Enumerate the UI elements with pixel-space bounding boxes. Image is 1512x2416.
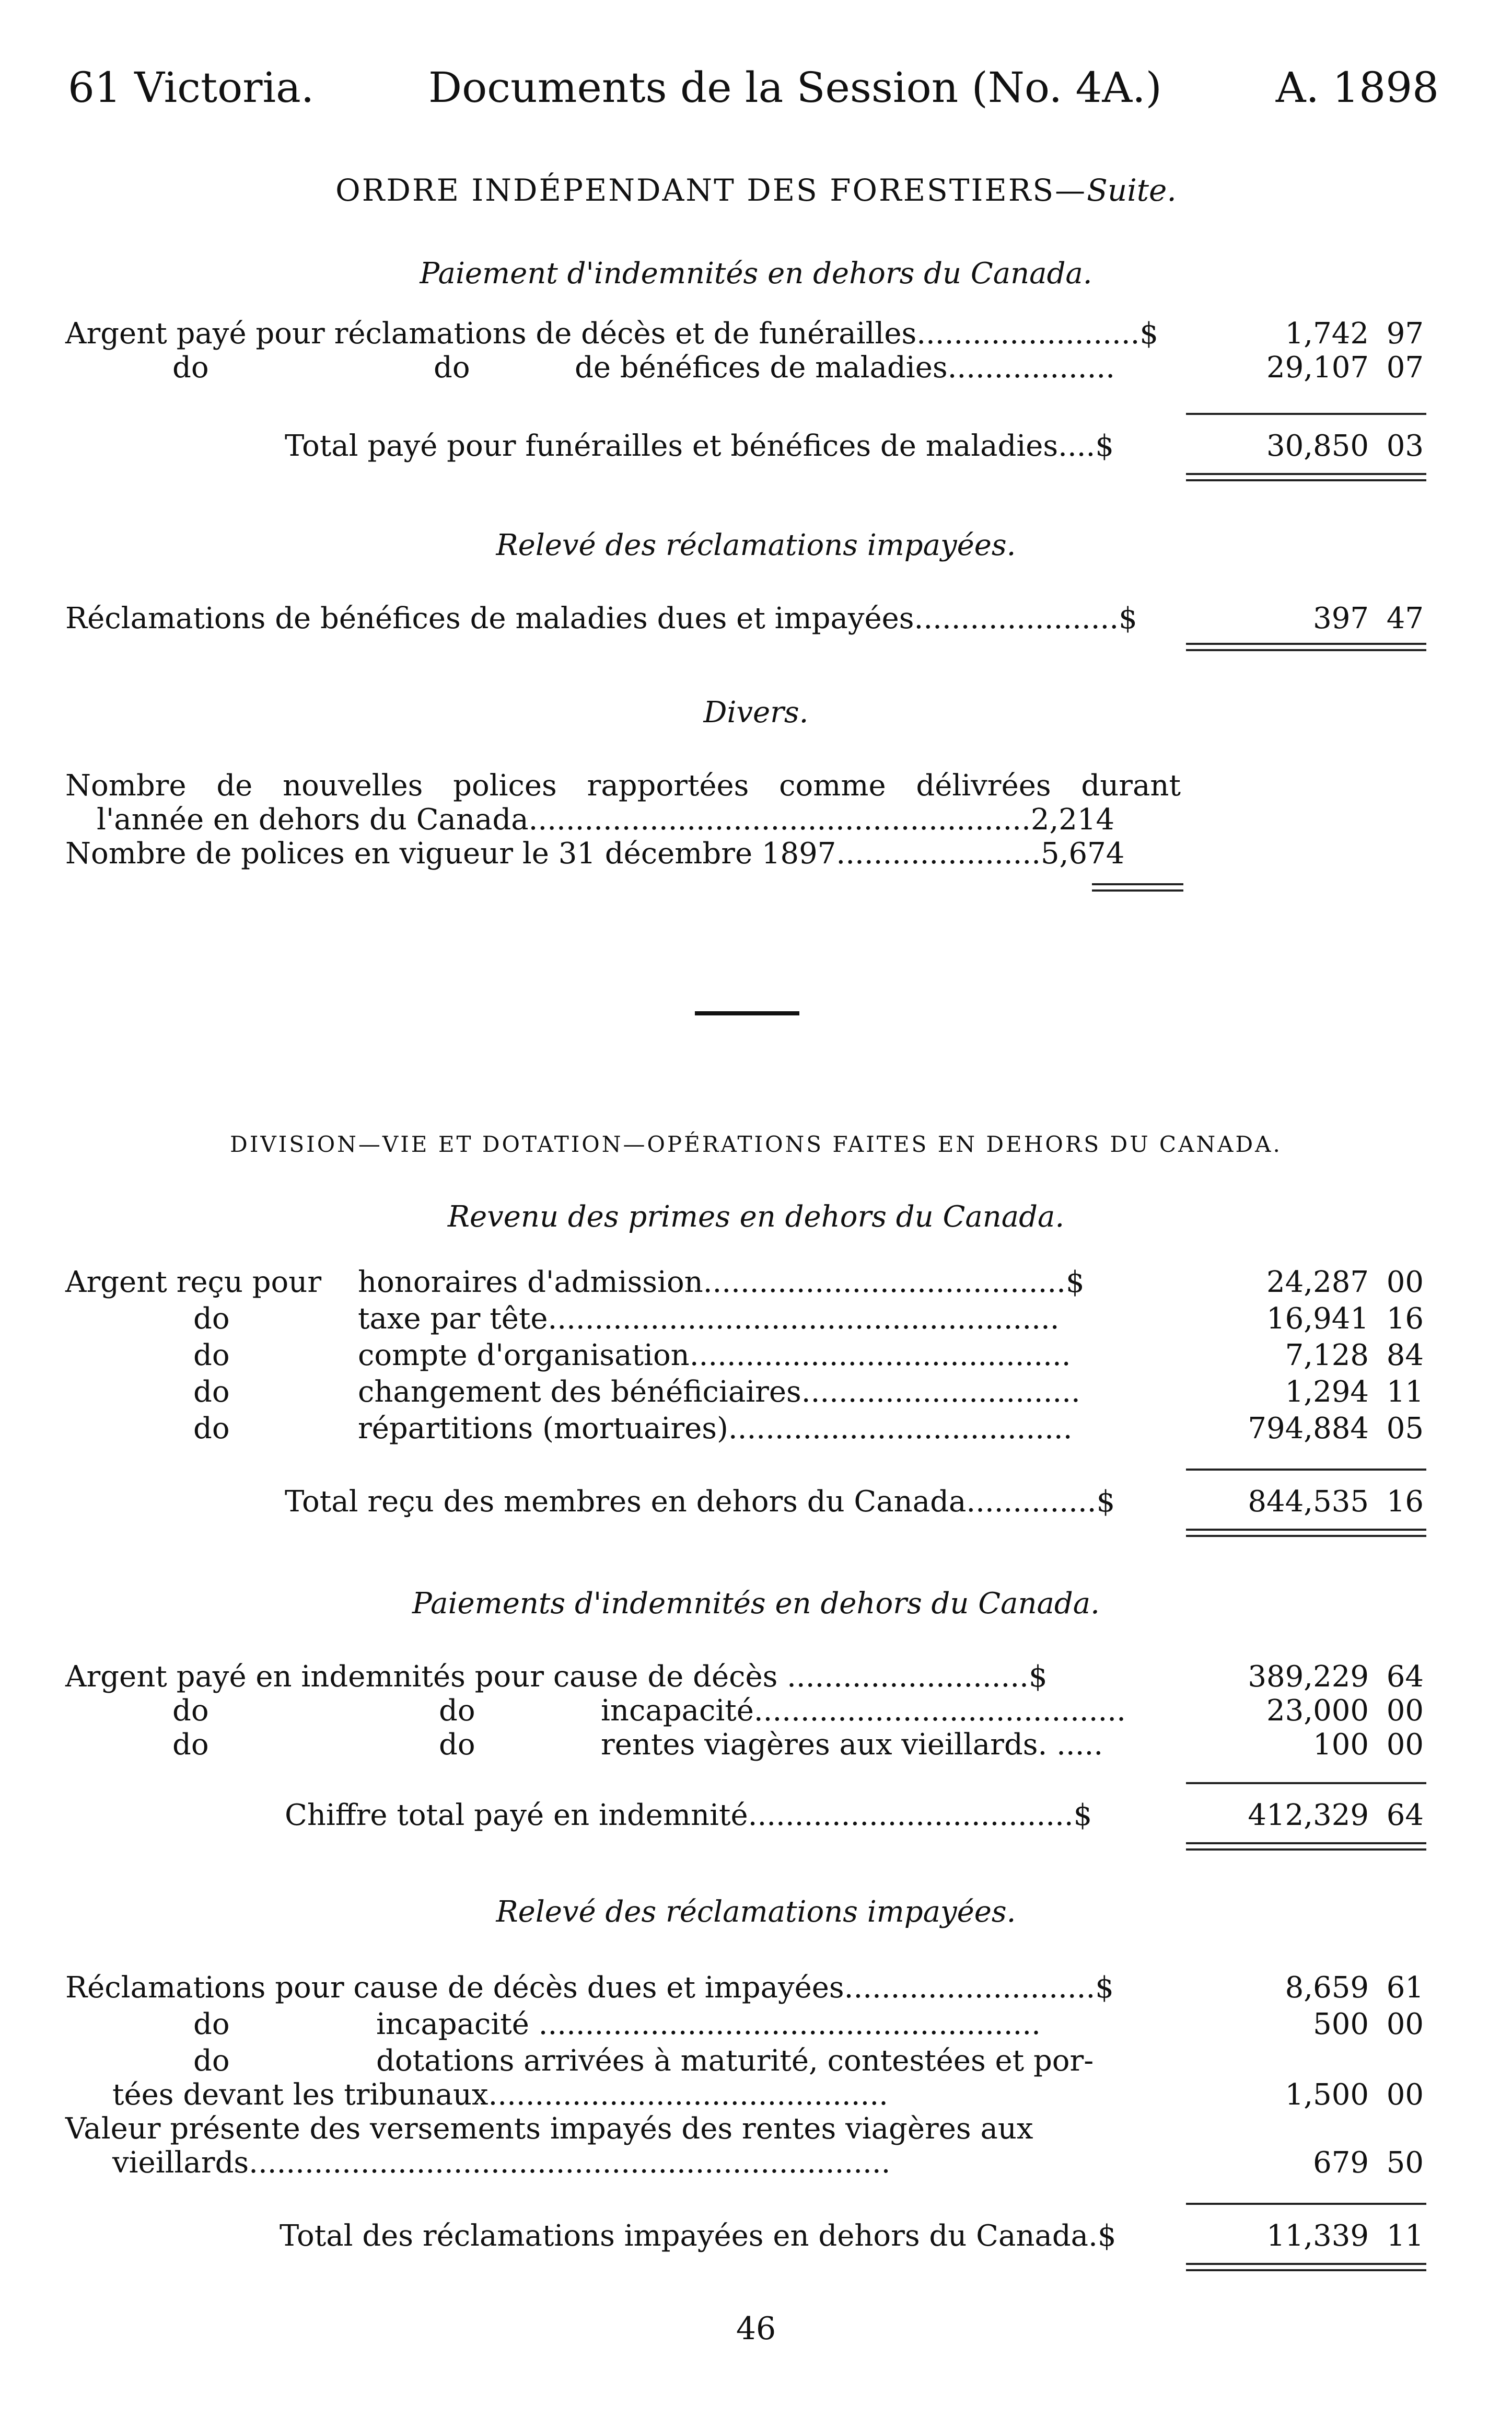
division-title: DIVISION—VIE ET DOTATION—OPÉRATIONS FAITES EN DEHORS DU CANADA. xyxy=(230,1131,1282,1157)
payments-row-cents: 07 xyxy=(1386,351,1424,385)
indemnities-total-cents: 64 xyxy=(1386,1798,1424,1832)
payments-total-amount: 30,850 xyxy=(1266,429,1369,463)
revenue-row-amount: 794,884 xyxy=(1248,1412,1369,1446)
total-double-rule xyxy=(1186,473,1426,481)
division-unpaid-row-label: vieillards..................................................................... xyxy=(112,2146,891,2180)
subtotal-rule xyxy=(1186,1782,1426,1784)
indemnities-total-amount: 412,329 xyxy=(1248,1798,1369,1832)
indemnities-row-ditto: do xyxy=(172,1728,209,1762)
payments-total-cents: 03 xyxy=(1386,429,1424,463)
total-double-rule xyxy=(1186,643,1426,651)
indemnities-row-amount: 23,000 xyxy=(1266,1694,1369,1728)
subtotal-rule xyxy=(1186,2203,1426,2205)
payments-total-label: Total payé pour funérailles et bénéfices de maladies....$ xyxy=(285,429,1114,463)
revenue-row-label: changement des bénéficiaires.............................. xyxy=(358,1375,1080,1409)
payments-row-cents: 97 xyxy=(1386,317,1424,351)
division-unpaid-row-cents: 61 xyxy=(1386,1971,1424,2005)
payments-heading: Paiement d'indemnités en dehors du Canada. xyxy=(420,257,1092,291)
revenue-row-label: répartitions (mortuaires)..................................... xyxy=(358,1412,1073,1446)
indemnities-row-ditto: do xyxy=(172,1694,209,1728)
revenue-row-label: taxe par tête....................................................... xyxy=(358,1302,1060,1336)
division-unpaid-row-cents: 50 xyxy=(1386,2146,1424,2180)
unpaid-row-amount: 397 xyxy=(1313,602,1369,635)
indemnities-total-label: Chiffre total payé en indemnité...................................$ xyxy=(285,1798,1092,1832)
unpaid-row-label: Réclamations de bénéfices de maladies dues et impayées......................$ xyxy=(65,602,1137,635)
revenue-row-cents: 84 xyxy=(1386,1338,1424,1372)
indemnities-row-label: incapacité........................................ xyxy=(601,1694,1126,1728)
revenue-row-label: compte d'organisation......................................... xyxy=(358,1338,1071,1372)
section-separator xyxy=(695,1011,799,1015)
indemnities-row-cents: 00 xyxy=(1386,1728,1424,1762)
revenue-row-prefix: do xyxy=(193,1412,230,1446)
indemnities-row-amount: 389,229 xyxy=(1248,1660,1369,1694)
division-unpaid-row-prefix: do xyxy=(193,2044,230,2078)
total-double-rule xyxy=(1186,1529,1426,1537)
revenue-heading: Revenu des primes en dehors du Canada. xyxy=(447,1200,1065,1234)
payments-row-label: de bénéfices de maladies.................. xyxy=(575,351,1115,385)
division-unpaid-row-label: Réclamations pour cause de décès dues et impayées...........................$ xyxy=(65,1971,1114,2005)
section-title-text: ORDRE INDÉPENDANT DES FORESTIERS— xyxy=(335,172,1087,208)
total-double-rule xyxy=(1186,2263,1426,2271)
division-unpaid-total-amount: 11,339 xyxy=(1266,2219,1369,2253)
indemnities-row-ditto: do xyxy=(439,1694,475,1728)
payments-row-ditto: do xyxy=(434,351,470,385)
division-unpaid-row-amount: 8,659 xyxy=(1285,1971,1369,2005)
indemnities-row-cents: 64 xyxy=(1386,1660,1424,1694)
revenue-row-amount: 1,294 xyxy=(1285,1375,1369,1409)
revenue-row-label: honoraires d'admission.......................................$ xyxy=(358,1265,1085,1299)
revenue-row-prefix: Argent reçu pour xyxy=(65,1265,322,1299)
indemnities-row-label: Argent payé en indemnités pour cause de décès ..........................$ xyxy=(65,1660,1048,1694)
division-unpaid-row-label: incapacité ...................................................... xyxy=(376,2007,1041,2041)
header-title: Documents de la Session (No. 4A.) xyxy=(428,63,1162,112)
division-unpaid-row-label: Valeur présente des versements impayés des rentes viagères aux xyxy=(65,2112,1033,2146)
division-unpaid-heading: Relevé des réclamations impayées. xyxy=(496,1895,1016,1929)
revenue-row-cents: 11 xyxy=(1386,1375,1424,1409)
revenue-row-cents: 00 xyxy=(1386,1265,1424,1299)
revenue-row-amount: 16,941 xyxy=(1266,1302,1369,1336)
revenue-row-cents: 05 xyxy=(1386,1412,1424,1446)
count-double-rule xyxy=(1092,883,1183,892)
division-unpaid-row-prefix: do xyxy=(193,2007,230,2041)
indemnities-row-ditto: do xyxy=(439,1728,475,1762)
division-unpaid-total-label: Total des réclamations impayées en dehors du Canada.$ xyxy=(280,2219,1116,2253)
payments-row-amount: 1,742 xyxy=(1285,317,1369,351)
subtotal-rule xyxy=(1186,413,1426,415)
indemnities-heading: Paiements d'indemnités en dehors du Canada. xyxy=(412,1587,1100,1621)
revenue-total-cents: 16 xyxy=(1386,1485,1424,1519)
revenue-row-cents: 16 xyxy=(1386,1302,1424,1336)
division-unpaid-row-amount: 679 xyxy=(1313,2146,1369,2180)
unpaid-heading: Relevé des réclamations impayées. xyxy=(496,528,1016,562)
header-volume: 61 Victoria. xyxy=(68,63,315,112)
division-unpaid-row-label: tées devant les tribunaux........................................... xyxy=(112,2078,888,2112)
payments-row-amount: 29,107 xyxy=(1266,351,1369,385)
indemnities-row-cents: 00 xyxy=(1386,1694,1424,1728)
indemnities-row-label: rentes viagères aux vieillards. ..... xyxy=(601,1728,1103,1762)
header-year: A. 1898 xyxy=(1275,63,1439,112)
section-title xyxy=(0,172,1512,209)
division-unpaid-total-cents: 11 xyxy=(1386,2219,1424,2253)
division-unpaid-row-amount: 500 xyxy=(1313,2007,1369,2041)
payments-row-label: Argent payé pour réclamations de décès et de funérailles........................$ xyxy=(65,317,1159,351)
revenue-row-amount: 7,128 xyxy=(1285,1338,1369,1372)
revenue-row-prefix: do xyxy=(193,1302,230,1336)
subtotal-rule xyxy=(1186,1469,1426,1471)
revenue-total-amount: 844,535 xyxy=(1248,1485,1369,1519)
division-unpaid-row-cents: 00 xyxy=(1386,2078,1424,2112)
misc-line: Nombre de polices en vigueur le 31 décembre 1897......................5,674 xyxy=(65,837,1125,871)
division-unpaid-row-label: dotations arrivées à maturité, contestées et por- xyxy=(376,2044,1094,2078)
division-unpaid-row-amount: 1,500 xyxy=(1285,2078,1369,2112)
revenue-row-prefix: do xyxy=(193,1375,230,1409)
misc-line: Nombre de nouvelles polices rapportées comme délivrées durant xyxy=(65,769,1181,803)
page-number: 46 xyxy=(736,2310,776,2347)
division-unpaid-row-cents: 00 xyxy=(1386,2007,1424,2041)
misc-heading: Divers. xyxy=(703,696,809,730)
revenue-row-prefix: do xyxy=(193,1338,230,1372)
revenue-total-label: Total reçu des membres en dehors du Canada..............$ xyxy=(285,1485,1115,1519)
total-double-rule xyxy=(1186,1842,1426,1851)
indemnities-row-amount: 100 xyxy=(1313,1728,1369,1762)
misc-line: l'année en dehors du Canada......................................................2,214 xyxy=(97,803,1115,837)
revenue-row-amount: 24,287 xyxy=(1266,1265,1369,1299)
payments-row-ditto: do xyxy=(172,351,209,385)
unpaid-row-cents: 47 xyxy=(1386,602,1424,635)
section-title-suffix: Suite. xyxy=(1087,172,1177,208)
